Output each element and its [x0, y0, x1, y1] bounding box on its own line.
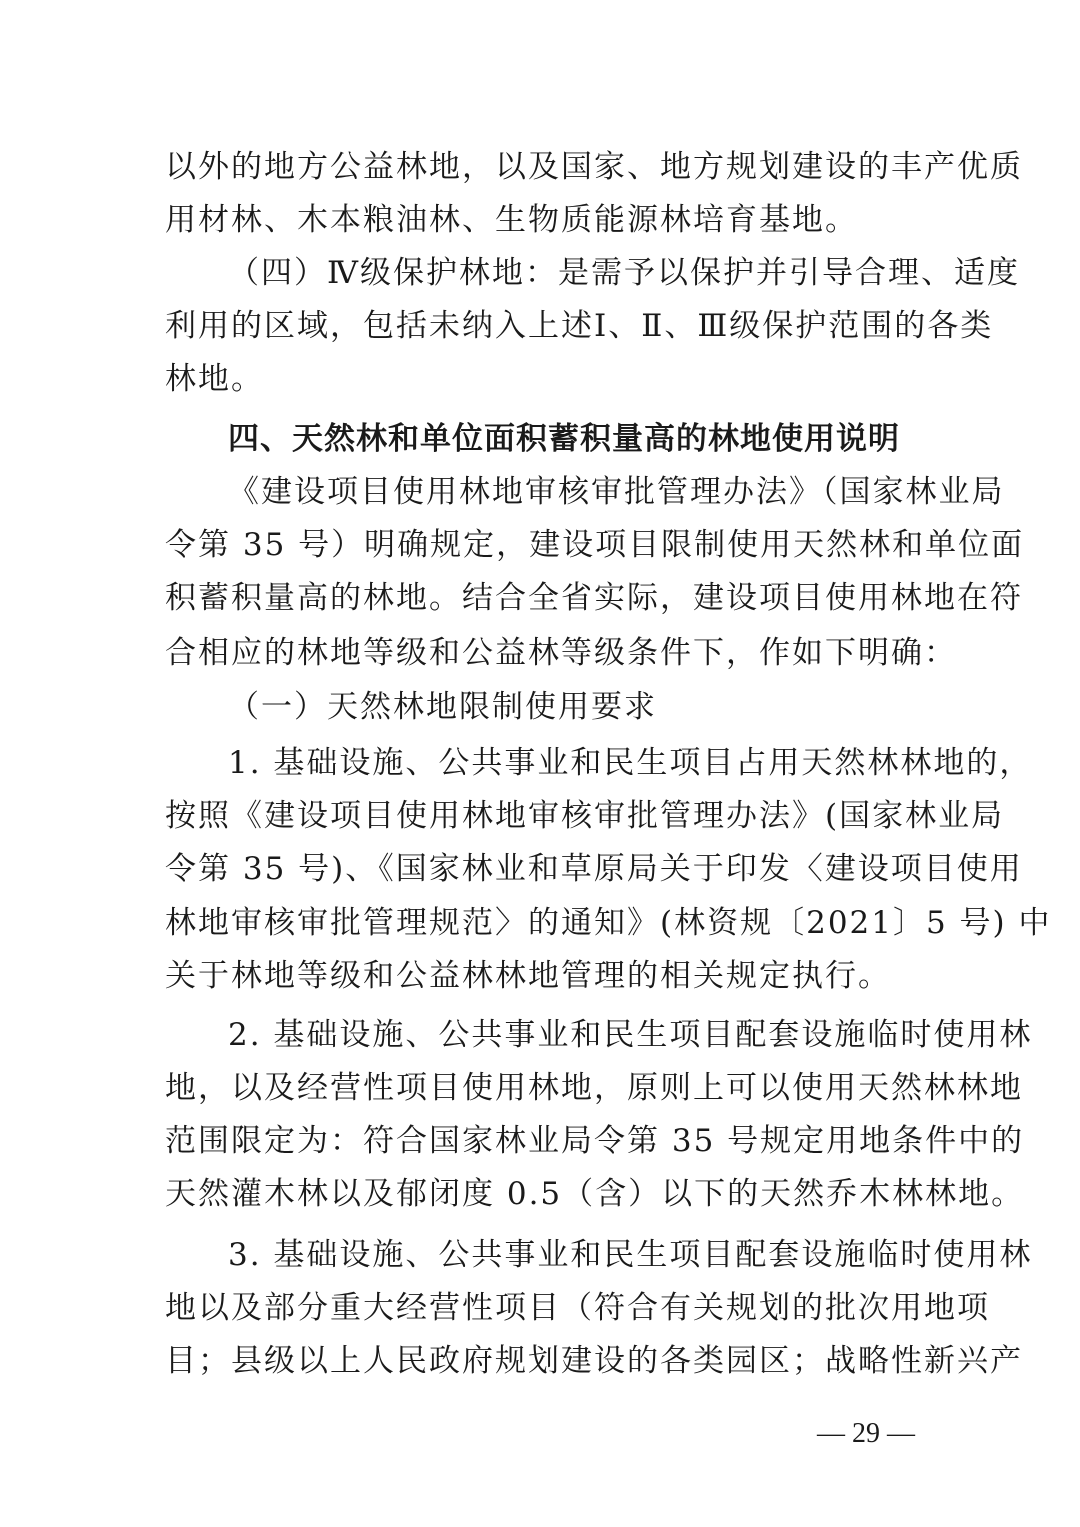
text-line-23: 目；县级以上人民政府规划建设的各类园区；战略性新兴产	[165, 1343, 1023, 1379]
text-line-13: 按照《建设项目使用林地审核审批管理办法》(国家林业局	[165, 798, 1005, 834]
text-line-19: 范围限定为：符合国家林业局令第 35 号规定用地条件中的	[165, 1123, 1025, 1159]
section-heading: 四、天然林和单位面积蓄积量高的林地使用说明	[228, 421, 900, 457]
text-line-21: 3. 基础设施、公共事业和民生项目配套设施临时使用林	[228, 1237, 1033, 1273]
subsection-heading: （一）天然林地限制使用要求	[228, 689, 657, 725]
page-number: — 29 —	[817, 1418, 915, 1449]
text-line-2: 用材林、木本粮油林、生物质能源林培育基地。	[165, 202, 858, 238]
text-line-8: 令第 35 号）明确规定，建设项目限制使用天然林和单位面	[165, 527, 1025, 563]
text-line-22: 地以及部分重大经营性项目（符合有关规划的批次用地项	[165, 1290, 990, 1326]
text-line-17: 2. 基础设施、公共事业和民生项目配套设施临时使用林	[228, 1017, 1033, 1053]
text-line-3: （四）Ⅳ级保护林地：是需予以保护并引导合理、适度	[228, 255, 1020, 291]
text-line-14: 令第 35 号)、《国家林业和草原局关于印发〈建设项目使用	[165, 851, 1023, 887]
text-line-12: 1. 基础设施、公共事业和民生项目占用天然林林地的，	[228, 745, 1033, 781]
text-line-20: 天然灌木林以及郁闭度 0.5（含）以下的天然乔木林林地。	[165, 1176, 1025, 1212]
text-line-16: 关于林地等级和公益林林地管理的相关规定执行。	[165, 958, 891, 994]
text-line-9: 积蓄积量高的林地。结合全省实际，建设项目使用林地在符	[165, 580, 1023, 616]
text-line-18: 地，以及经营性项目使用林地，原则上可以使用天然林林地	[165, 1070, 1023, 1106]
text-line-4: 利用的区域，包括未纳入上述Ⅰ、Ⅱ、Ⅲ级保护范围的各类	[165, 308, 994, 344]
text-line-1: 以外的地方公益林地，以及国家、地方规划建设的丰产优质	[165, 149, 1023, 185]
text-line-7: 《建设项目使用林地审核审批管理办法》（国家林业局	[228, 474, 1005, 510]
text-line-5: 林地。	[165, 361, 264, 397]
text-line-15: 林地审核审批管理规范〉的通知》(林资规〔2021〕5 号) 中	[165, 905, 1052, 941]
text-line-10: 合相应的林地等级和公益林等级条件下，作如下明确：	[165, 635, 957, 671]
